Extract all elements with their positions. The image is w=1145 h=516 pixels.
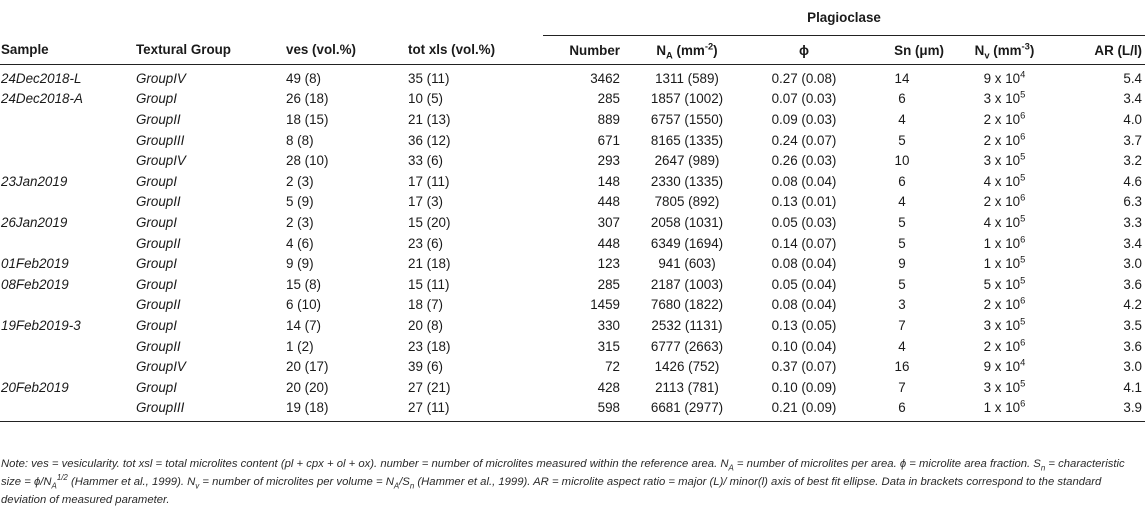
table-row: [0, 109, 1145, 130]
cell-sn: 7: [898, 379, 906, 395]
table-row: [0, 130, 1145, 151]
cell-ar: 3.9: [1062, 398, 1145, 422]
table-row: [0, 336, 1145, 357]
table-footnote: [1, 455, 1141, 509]
cell-sn: 4: [898, 194, 906, 210]
cell-phi: 0.10 (0.09): [771, 379, 837, 395]
nv-exponent: 6: [1020, 337, 1026, 348]
cell-textural-group: GroupI: [136, 317, 177, 333]
nv-exponent: 6: [1020, 295, 1026, 306]
na-unit-open: (mm: [676, 42, 705, 58]
table-row: [0, 295, 1145, 316]
cell-sn: 5: [898, 214, 906, 230]
nv-base: 2 x 10: [983, 297, 1021, 313]
cell-textural-group: GroupI: [136, 214, 177, 230]
nv-base: 1 x 10: [983, 235, 1021, 251]
cell-ves: 9 (9): [286, 256, 314, 272]
cell-ar: 3.2: [1123, 153, 1143, 169]
cell-textural-group: GroupII: [136, 338, 181, 354]
cell-sn: 5: [898, 132, 906, 148]
cell-phi: 0.05 (0.04): [771, 276, 837, 292]
cell-sn: 7: [898, 317, 906, 333]
cell-ar: 4.6: [1123, 173, 1143, 189]
cell-phi: 0.07 (0.03): [771, 91, 837, 107]
cell-number: 671: [597, 132, 620, 148]
cell-sn: 6: [898, 173, 906, 189]
cell-number: 448: [597, 235, 620, 251]
cell-sample: [0, 192, 133, 213]
cell-nv: [947, 377, 1062, 398]
cell-nv: [947, 130, 1062, 151]
cell-phi: 0.08 (0.04): [771, 256, 837, 272]
cell-nv: [947, 171, 1062, 192]
cell-ar: 3.6: [1123, 338, 1143, 354]
cell-tot-xls: 10 (5): [408, 91, 443, 107]
cell-na: 2647 (989): [654, 153, 720, 169]
table-row: [0, 89, 1145, 110]
cell-textural-group: GroupIII: [133, 398, 283, 422]
cell-textural-group: GroupII: [136, 235, 181, 251]
cell-na: 941 (603): [658, 256, 716, 272]
cell-tot-xls: 20 (8): [408, 317, 443, 333]
col-header-number: Number: [543, 36, 623, 65]
cell-tot-xls: 15 (20): [408, 214, 451, 230]
cell-ves: 14 (7): [286, 317, 321, 333]
cell-phi: 0.14 (0.07): [771, 235, 837, 251]
cell-sn: 5: [898, 276, 906, 292]
nv-base: 2 x 10: [983, 111, 1021, 127]
note-sub-1: A: [728, 463, 734, 473]
cell-number: 293: [597, 153, 620, 169]
cell-number: 3462: [590, 70, 620, 86]
plagioclase-group-header: Plagioclase: [543, 0, 1145, 36]
table-row: [0, 150, 1145, 171]
cell-ves: 15 (8): [286, 276, 321, 292]
cell-sn: 14: [894, 70, 910, 86]
cell-tot-xls: 27 (21): [408, 379, 451, 395]
cell-textural-group: GroupII: [136, 297, 181, 313]
note-sub-3: A: [51, 481, 57, 491]
cell-tot-xls: 23 (6): [408, 235, 443, 251]
cell-tot-xls: 18 (7): [408, 297, 443, 313]
cell-sample: [0, 295, 133, 316]
cell-na: 1426 (752): [654, 359, 720, 375]
cell-nv: [947, 65, 1062, 89]
cell-nv: [947, 212, 1062, 233]
note-text-6: /S: [399, 476, 410, 488]
cell-sample: [0, 109, 133, 130]
cell-sample: 23Jan2019: [1, 173, 68, 189]
nv-base: 5 x 10: [983, 276, 1021, 292]
header-group-spacer: [0, 0, 543, 36]
nv-exponent: 4: [1020, 69, 1026, 80]
cell-ar: 3.4: [1123, 91, 1143, 107]
nv-base: 2 x 10: [983, 194, 1021, 210]
cell-phi: 0.21 (0.09): [751, 398, 857, 422]
nv-unit-open: (mm: [993, 42, 1022, 58]
cell-ar: 4.0: [1123, 111, 1143, 127]
cell-sample: 01Feb2019: [1, 256, 69, 272]
nv-base: 3 x 10: [983, 379, 1021, 395]
cell-na: 8165 (1335): [650, 132, 724, 148]
cell-ar: 3.4: [1123, 235, 1143, 251]
nv-exponent: 5: [1020, 378, 1026, 389]
cell-textural-group: GroupIV: [136, 153, 186, 169]
cell-tot-xls: 35 (11): [408, 70, 450, 86]
cell-tot-xls: 17 (11): [408, 173, 450, 189]
cell-textural-group: GroupIII: [136, 132, 185, 148]
cell-phi: 0.37 (0.07): [771, 359, 837, 375]
cell-ves: 1 (2): [286, 338, 314, 354]
cell-phi: 0.09 (0.03): [771, 111, 837, 127]
cell-tot-xls: 39 (6): [408, 359, 443, 375]
cell-nv: [947, 356, 1062, 377]
cell-number: 448: [597, 194, 620, 210]
cell-number: 598: [543, 398, 623, 422]
cell-na: 2330 (1335): [650, 173, 724, 189]
cell-na: 2113 (781): [655, 379, 719, 395]
cell-phi: 0.26 (0.03): [771, 153, 837, 169]
cell-ves: 28 (10): [286, 153, 329, 169]
cell-textural-group: GroupII: [136, 194, 181, 210]
nv-base: 4 x 10: [983, 214, 1021, 230]
cell-nv: [947, 295, 1062, 316]
note-sub-6: n: [409, 481, 415, 491]
nv-base: 1 x 10: [983, 400, 1021, 416]
cell-sample: [0, 398, 133, 422]
col-header-sample: Sample: [0, 36, 133, 65]
cell-na: 6757 (1550): [650, 111, 724, 127]
cell-nv: [947, 192, 1062, 213]
note-sub-4: v: [195, 481, 200, 491]
cell-ves: 4 (6): [286, 235, 314, 251]
cell-nv: [947, 109, 1062, 130]
cell-sn: 3: [898, 297, 906, 313]
note-sub-2: n: [1040, 463, 1046, 473]
cell-na: 7805 (892): [654, 194, 720, 210]
cell-number: 330: [597, 317, 620, 333]
cell-number: 315: [597, 338, 620, 354]
cell-number: 307: [597, 214, 620, 230]
nv-symbol: N: [974, 42, 985, 58]
nv-exponent: 5: [1020, 151, 1026, 162]
cell-phi: 0.08 (0.04): [771, 297, 837, 313]
note-text-1: Note: ves = vesicularity. tot xsl = total microlites content (pl + cpx + ol + ox). number = number of microlites measured within the reference area. N: [1, 458, 729, 470]
cell-ves: 2 (3): [286, 214, 314, 230]
cell-sn: 6: [857, 398, 947, 422]
table-row: [0, 192, 1145, 213]
cell-number: 1459: [590, 297, 620, 313]
cell-textural-group: GroupI: [136, 173, 177, 189]
cell-sn: 6: [898, 91, 906, 107]
nv-exponent: 5: [1020, 172, 1026, 183]
cell-sample: 24Dec2018-L: [1, 70, 82, 86]
cell-na: 1857 (1002): [650, 91, 724, 107]
cell-na: 2187 (1003): [650, 276, 724, 292]
note-sub-5: A: [393, 481, 400, 491]
nv-exponent: 6: [1020, 234, 1026, 245]
table-row: [0, 233, 1145, 254]
note-sup-3: 1/2: [56, 473, 68, 483]
cell-textural-group: GroupIV: [136, 70, 186, 86]
table-row: [0, 171, 1145, 192]
nv-exponent: 5: [1020, 316, 1026, 327]
cell-ar: 3.3: [1123, 214, 1143, 230]
cell-sample: [0, 356, 133, 377]
nv-exponent: 5: [1020, 89, 1026, 100]
cell-ar: 3.0: [1123, 256, 1143, 272]
nv-exponent: 6: [1020, 398, 1026, 409]
cell-ves: 49 (8): [286, 70, 321, 86]
note-text-2: = number of microlites per area. ϕ = microlite area fraction. S: [733, 458, 1041, 470]
na-unit-exponent: -2: [704, 41, 714, 52]
col-header-textural-group: Textural Group: [133, 36, 283, 65]
cell-sample: 19Feb2019-3: [1, 317, 81, 333]
table-row: [0, 65, 1145, 89]
cell-ves: 26 (18): [286, 91, 329, 107]
cell-sn: 4: [898, 338, 906, 354]
nv-base: 1 x 10: [983, 256, 1021, 272]
na-symbol: N: [656, 42, 667, 58]
cell-number: 148: [597, 173, 620, 189]
cell-sn: 16: [894, 359, 910, 375]
cell-nv: [947, 398, 1062, 422]
nv-base: 9 x 10: [983, 359, 1021, 375]
nv-exponent: 4: [1020, 357, 1026, 368]
header-group-row: [0, 0, 1145, 36]
table-row: [0, 274, 1145, 295]
cell-tot-xls: 21 (18): [408, 256, 451, 272]
table-row: [0, 315, 1145, 336]
cell-na: 6349 (1694): [650, 235, 724, 251]
col-header-phi: ϕ: [751, 36, 857, 65]
table-row: [0, 398, 1145, 422]
cell-nv: [947, 150, 1062, 171]
cell-ar: 3.6: [1123, 276, 1143, 292]
cell-ar: 4.1: [1123, 379, 1143, 395]
cell-sample: 20Feb2019: [1, 379, 69, 395]
cell-sample: [0, 233, 133, 254]
cell-ar: 5.4: [1123, 70, 1143, 86]
cell-textural-group: GroupI: [136, 276, 177, 292]
cell-phi: 0.08 (0.04): [771, 173, 837, 189]
cell-tot-xls: 17 (3): [408, 194, 443, 210]
nv-base: 3 x 10: [983, 317, 1021, 333]
note-text-5: = number of microlites per volume = N: [199, 476, 394, 488]
cell-number: 428: [597, 379, 620, 395]
cell-ves: 18 (15): [286, 111, 329, 127]
cell-phi: 0.24 (0.07): [771, 132, 837, 148]
cell-sample: [0, 150, 133, 171]
cell-number: 72: [605, 359, 620, 375]
nv-subscript: v: [984, 50, 990, 61]
note-text-7: (Hammer et al., 1999). AR = microlite aspect ratio = major (L)/ minor(l) axis of best fit ellipse. Data in brackets correspond to the standard deviation of measured parameter.: [1, 476, 1102, 506]
cell-phi: 0.13 (0.01): [771, 194, 837, 210]
cell-number: 889: [597, 111, 620, 127]
col-header-tot-xls: tot xls (vol.%): [405, 36, 543, 65]
col-header-sn: Sn (μm): [857, 36, 947, 65]
cell-ar: 3.7: [1123, 132, 1143, 148]
cell-textural-group: GroupI: [136, 91, 177, 107]
na-unit-close: ): [713, 42, 718, 58]
nv-unit-close: ): [1029, 42, 1035, 58]
nv-exponent: 6: [1020, 110, 1026, 121]
cell-na: 1311 (589): [655, 70, 719, 86]
nv-exponent: 6: [1020, 131, 1026, 142]
col-header-ar: AR (L/l): [1062, 36, 1145, 65]
cell-sn: 9: [898, 256, 906, 272]
cell-nv: [947, 233, 1062, 254]
cell-number: 285: [597, 276, 620, 292]
cell-ves: 8 (8): [286, 132, 314, 148]
cell-nv: [947, 315, 1062, 336]
cell-ves: 20 (17): [286, 359, 329, 375]
cell-na: 7680 (1822): [650, 297, 724, 313]
table-body: [0, 65, 1145, 422]
nv-base: 4 x 10: [983, 173, 1021, 189]
nv-exponent: 5: [1020, 275, 1026, 286]
cell-phi: 0.13 (0.05): [771, 317, 837, 333]
cell-na: 6777 (2663): [650, 338, 724, 354]
cell-textural-group: GroupIV: [136, 359, 186, 375]
nv-unit-exponent: -3: [1021, 41, 1030, 52]
cell-sample: 08Feb2019: [1, 276, 69, 292]
col-header-na: [623, 36, 751, 65]
cell-na: 6681 (2977): [623, 398, 751, 422]
cell-ves: 19 (18): [283, 398, 405, 422]
cell-na: 2532 (1131): [651, 317, 723, 333]
note-text-4: (Hammer et al., 1999). N: [67, 476, 196, 488]
col-header-nv: [947, 36, 1062, 65]
nv-exponent: 6: [1020, 192, 1026, 203]
note-text-3: = characteristic size = ϕ/N: [1, 458, 1125, 488]
cell-ves: 5 (9): [286, 194, 314, 210]
nv-exponent: 5: [1020, 213, 1026, 224]
cell-ves: 2 (3): [286, 173, 314, 189]
cell-sn: 4: [898, 111, 906, 127]
cell-nv: [947, 253, 1062, 274]
cell-sn: 10: [894, 153, 910, 169]
nv-base: 3 x 10: [983, 91, 1021, 107]
table-row: [0, 212, 1145, 233]
nv-exponent: 5: [1020, 254, 1026, 265]
cell-sample: [0, 130, 133, 151]
cell-tot-xls: 15 (11): [408, 276, 450, 292]
cell-textural-group: GroupII: [136, 111, 181, 127]
col-header-ves: ves (vol.%): [283, 36, 405, 65]
table-row: [0, 253, 1145, 274]
cell-tot-xls: 23 (18): [408, 338, 451, 354]
nv-base: 9 x 10: [983, 70, 1021, 86]
cell-sample: [0, 336, 133, 357]
cell-phi: 0.05 (0.03): [771, 214, 837, 230]
nv-base: 2 x 10: [983, 132, 1021, 148]
cell-tot-xls: 27 (11): [405, 398, 543, 422]
cell-number: 285: [597, 91, 620, 107]
cell-sample: 26Jan2019: [1, 214, 68, 230]
cell-phi: 0.10 (0.04): [771, 338, 837, 354]
cell-number: 123: [597, 256, 620, 272]
nv-base: 3 x 10: [983, 153, 1021, 169]
cell-sn: 5: [898, 235, 906, 251]
cell-textural-group: GroupI: [136, 379, 177, 395]
na-subscript: A: [666, 50, 673, 61]
cell-phi: 0.27 (0.08): [771, 70, 837, 86]
nv-base: 2 x 10: [983, 338, 1021, 354]
cell-nv: [947, 274, 1062, 295]
table-row: [0, 356, 1145, 377]
cell-ar: 3.0: [1123, 359, 1143, 375]
cell-ar: 3.5: [1123, 317, 1143, 333]
cell-nv: [947, 336, 1062, 357]
cell-tot-xls: 36 (12): [408, 132, 451, 148]
header-column-row: [0, 36, 1145, 65]
cell-na: 2058 (1031): [650, 214, 724, 230]
cell-sample: 24Dec2018-A: [1, 91, 83, 107]
cell-ar: 4.2: [1123, 297, 1143, 313]
table-row: [0, 377, 1145, 398]
cell-ves: 20 (20): [286, 379, 329, 395]
cell-tot-xls: 33 (6): [408, 153, 443, 169]
cell-tot-xls: 21 (13): [408, 111, 451, 127]
cell-textural-group: GroupI: [136, 256, 177, 272]
cell-nv: [947, 89, 1062, 110]
cell-ves: 6 (10): [286, 297, 321, 313]
cell-ar: 6.3: [1123, 194, 1143, 210]
